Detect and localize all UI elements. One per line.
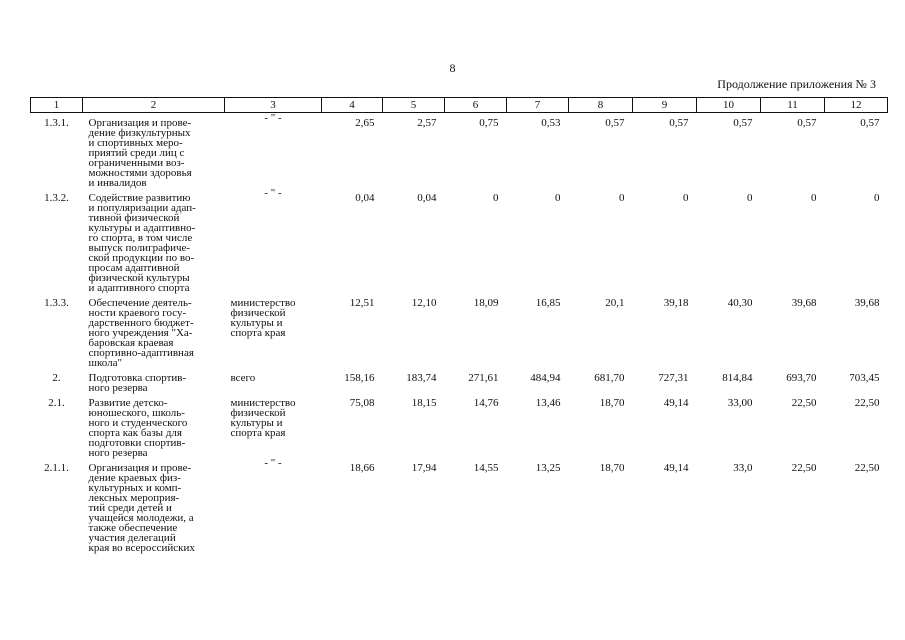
row-name-line: лексных мероприя- [88, 492, 180, 504]
row-value: 0 [683, 192, 689, 204]
header-cell: 8 [569, 98, 633, 113]
row-value: 693,70 [786, 372, 817, 384]
row-code: 2.1.1. [44, 462, 69, 474]
row-value: 39,18 [663, 297, 689, 309]
row-name-line: учащейся молодежи, а [88, 512, 194, 524]
row-value: 39,68 [854, 297, 880, 309]
row-responsible [225, 293, 322, 368]
row-value: 20,1 [605, 297, 625, 309]
row-value: 18,66 [349, 462, 375, 474]
row-name-line: культурных и комп- [88, 482, 182, 494]
table-row [31, 188, 888, 293]
row-name-line: школа" [88, 357, 122, 369]
row-responsible-line: всего [230, 372, 256, 384]
row-value: 18,70 [599, 397, 625, 409]
row-name-line: ности краевого госу- [88, 307, 187, 319]
row-responsible-line: физической [230, 407, 286, 419]
row-name-line: выпуск полиграфиче- [88, 242, 191, 254]
row-value: 33,0 [733, 462, 753, 474]
row-value: 40,30 [727, 297, 753, 309]
row-name [83, 113, 225, 189]
row-value: 0,57 [669, 117, 689, 129]
header-cell: 12 [825, 98, 888, 113]
row-name [83, 188, 225, 293]
row-name-line: баровская краевая [88, 337, 174, 349]
row-responsible-line: спорта края [230, 327, 286, 339]
row-value: 22,50 [854, 462, 880, 474]
row-responsible-line: физической [230, 307, 286, 319]
row-value: 75,08 [349, 397, 375, 409]
row-responsible-line: культуры и [230, 417, 283, 429]
row-name-line: Подготовка спортив- [88, 372, 187, 384]
row-name-line: дарственного бюджет- [88, 317, 194, 329]
row-value: 12,51 [349, 297, 375, 309]
row-responsible-line: министерство [230, 397, 296, 409]
row-name-line: также обеспечение [88, 522, 178, 534]
row-responsible-line: министерство [230, 297, 296, 309]
row-value: 681,70 [594, 372, 625, 384]
row-value: 14,76 [473, 397, 499, 409]
row-name-line: дение физкультурных [88, 127, 191, 139]
row-name-line: Развитие детско- [88, 397, 168, 409]
row-responsible [225, 368, 322, 393]
row-responsible [225, 188, 322, 293]
continuation-label: Продолжение приложения № 3 [717, 77, 876, 91]
row-value: 39,68 [791, 297, 817, 309]
row-name-line: спорта как базы для [88, 427, 182, 439]
row-name [83, 393, 225, 458]
row-value: 703,45 [849, 372, 880, 384]
row-value: 158,16 [344, 372, 375, 384]
row-name-line: края во всероссийских [88, 542, 195, 554]
row-value: 0,04 [417, 192, 437, 204]
header-row [31, 98, 888, 113]
row-value: 0,57 [733, 117, 753, 129]
row-value: 0 [874, 192, 880, 204]
header-cell: 4 [322, 98, 383, 113]
table-row [31, 113, 888, 189]
row-name-line: тий среди детей и [88, 502, 172, 514]
row-name-line: и спортивных меро- [88, 137, 183, 149]
row-name-line: ограниченными воз- [88, 157, 185, 169]
row-value: 18,09 [473, 297, 499, 309]
row-value: 271,61 [468, 372, 499, 384]
row-code: 1.3.2. [44, 192, 69, 204]
budget-table [30, 97, 888, 553]
row-name-line: физической культуры [88, 272, 190, 284]
row-value: 18,70 [599, 462, 625, 474]
row-name-line: Организация и прове- [88, 117, 192, 129]
row-name-line: приятий среди лиц с [88, 147, 185, 159]
row-value: 22,50 [791, 462, 817, 474]
row-name-line: подготовки спортив- [88, 437, 186, 449]
row-value: 0,53 [541, 117, 561, 129]
header-cell: 1 [31, 98, 83, 113]
row-value: 22,50 [854, 397, 880, 409]
row-name-line: можностями здоровья [88, 167, 192, 179]
row-value: 0,57 [605, 117, 625, 129]
row-value: 0 [811, 192, 817, 204]
row-value: 484,94 [530, 372, 561, 384]
row-value: 33,00 [727, 397, 753, 409]
row-value: 0 [555, 192, 561, 204]
table-row [31, 458, 888, 553]
header-cell: 9 [633, 98, 697, 113]
row-value: 13,46 [535, 397, 561, 409]
row-value: 0,04 [355, 192, 375, 204]
row-value: 2,57 [417, 117, 437, 129]
table-row [31, 393, 888, 458]
row-name-line: и адаптивного спорта [88, 282, 190, 294]
row-responsible [225, 393, 322, 458]
row-value: 2,65 [355, 117, 375, 129]
row-responsible [225, 113, 322, 189]
row-responsible [225, 458, 322, 553]
row-value: 16,85 [535, 297, 561, 309]
row-name-line: дение краевых физ- [88, 472, 181, 484]
row-name-line: ного и студенческого [88, 417, 188, 429]
table-row [31, 368, 888, 393]
row-name-line: Обеспечение деятель- [88, 297, 192, 309]
row-responsible-line: спорта края [230, 427, 286, 439]
header-cell: 10 [697, 98, 761, 113]
row-responsible-line: - " - [264, 187, 282, 199]
row-responsible-line: культуры и [230, 317, 283, 329]
row-value: 183,74 [406, 372, 437, 384]
row-value: 0,57 [797, 117, 817, 129]
header-cell: 5 [383, 98, 445, 113]
row-responsible-line: - " - [264, 112, 282, 124]
header-cell: 11 [761, 98, 825, 113]
row-name-line: ного учреждения "Ха- [88, 327, 193, 339]
row-name-line: Организация и прове- [88, 462, 192, 474]
row-value: 22,50 [791, 397, 817, 409]
row-name-line: культуры и адаптивно- [88, 222, 196, 234]
row-name-line: Содействие развитию [88, 192, 191, 204]
header-cell: 2 [83, 98, 225, 113]
row-name-line: юношеского, школь- [88, 407, 185, 419]
row-value: 14,55 [473, 462, 499, 474]
row-name-line: и инвалидов [88, 177, 147, 189]
row-name-line: и популяризации адап- [88, 202, 196, 214]
row-code: 1.3.1. [44, 117, 69, 129]
row-responsible-line: - " - [264, 457, 282, 469]
row-code: 2.1. [48, 397, 65, 409]
row-value: 0 [619, 192, 625, 204]
row-value: 0,75 [479, 117, 499, 129]
row-value: 49,14 [663, 397, 689, 409]
row-value: 0 [747, 192, 753, 204]
row-name-line: тивной физической [88, 212, 180, 224]
row-code: 2. [52, 372, 61, 384]
row-name [83, 368, 225, 393]
row-value: 17,94 [411, 462, 437, 474]
page-number: 8 [449, 61, 456, 75]
row-code: 1.3.3. [44, 297, 69, 309]
row-name-line: спортивно-адаптивная [88, 347, 194, 359]
row-value: 0 [493, 192, 499, 204]
row-name-line: участия делегаций [88, 532, 176, 544]
row-name [83, 458, 225, 553]
row-value: 12,10 [411, 297, 437, 309]
row-value: 13,25 [535, 462, 561, 474]
row-value: 814,84 [722, 372, 753, 384]
row-name-line: ного резерва [88, 382, 148, 394]
row-value: 18,15 [411, 397, 437, 409]
header-cell: 7 [507, 98, 569, 113]
row-name-line: ской продукции по во- [88, 252, 195, 264]
row-value: 0,57 [860, 117, 880, 129]
row-name-line: го спорта, в том числе [88, 232, 193, 244]
row-name-line: просам адаптивной [88, 262, 180, 274]
table-row [31, 293, 888, 368]
row-name-line: ного резерва [88, 447, 148, 459]
row-value: 727,31 [658, 372, 689, 384]
row-name [83, 293, 225, 368]
row-value: 49,14 [663, 462, 689, 474]
header-cell: 6 [445, 98, 507, 113]
header-cell: 3 [225, 98, 322, 113]
